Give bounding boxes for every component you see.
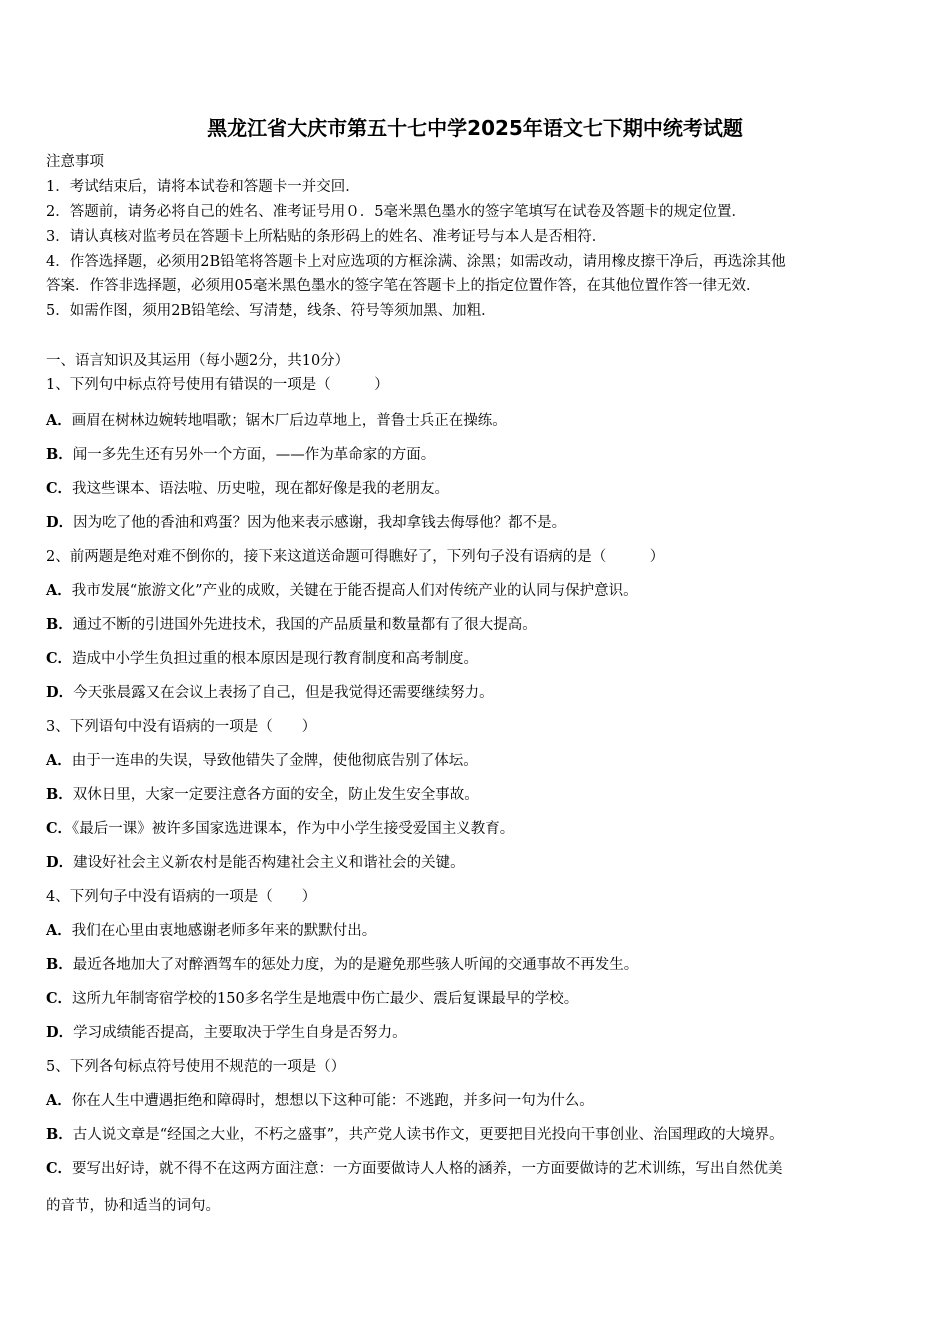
question-1-stem: 1、下列句中标点符号使用有错误的一项是（ ） — [46, 377, 389, 393]
option-label: A． — [46, 922, 72, 939]
section-heading: 一、语言知识及其运用（每小题2分，共10分） — [46, 353, 350, 369]
option-label: B． — [46, 616, 73, 633]
option-label: A． — [46, 582, 72, 599]
option-text: 双休日里，大家一定要注意各方面的安全，防止发生安全事故。 — [72, 787, 479, 803]
question-1-option-d — [46, 513, 566, 533]
notice-item-4: 4．作答选择题，必须用2B铅笔将答题卡上对应选项的方框涂满、涂黑；如需改动，请用橡皮擦干净后，再选涂其他 — [46, 254, 786, 270]
question-1-option-c — [46, 479, 449, 499]
option-text: 这所九年制寄宿学校的150多名学生是地震中伤亡最少、震后复课最早的学校。 — [72, 991, 579, 1007]
question-5-stem: 5、下列各句标点符号使用不规范的一项是（） — [46, 1059, 346, 1075]
option-text: 今天张晨露又在会议上表扬了自己，但是我觉得还需要继续努力。 — [73, 685, 494, 701]
question-4-option-b — [46, 955, 638, 975]
option-text: 通过不断的引进国外先进技术，我国的产品质量和数量都有了很大提高。 — [72, 617, 537, 633]
option-label: A． — [46, 752, 72, 769]
option-label: A． — [46, 412, 72, 429]
option-label: C． — [46, 1160, 73, 1177]
question-5-option-c — [46, 1159, 783, 1179]
option-label: D． — [46, 514, 74, 531]
notice-item-5: 5．如需作图，须用2B铅笔绘、写清楚，线条、符号等须加黑、加粗． — [46, 303, 496, 319]
question-3-option-a — [46, 751, 478, 771]
option-text: 由于一连串的失误，导致他错失了金牌，使他彻底告别了体坛。 — [71, 753, 478, 769]
question-2-stem: 2、前两题是绝对难不倒你的，接下来这道送命题可得瞧好了，下列句子没有语病的是（ ） — [46, 549, 665, 565]
option-label: B． — [46, 446, 73, 463]
question-5-option-a — [46, 1091, 594, 1111]
option-label: B． — [46, 956, 73, 973]
option-label: D． — [46, 684, 74, 701]
option-text: 造成中小学生负担过重的根本原因是现行教育制度和高考制度。 — [72, 651, 479, 667]
question-3-option-c — [46, 819, 514, 839]
question-5-option-c-continued: 的音节，协和适当的词句。 — [46, 1198, 220, 1214]
option-label: C． — [46, 820, 73, 837]
option-label: D． — [46, 1024, 74, 1041]
question-3-stem: 3、下列语句中没有语病的一项是（ ） — [46, 719, 317, 735]
question-3-option-b — [46, 785, 479, 805]
option-label: C． — [46, 990, 73, 1007]
option-text: 我这些课本、语法啦、历史啦，现在都好像是我的老朋友。 — [72, 481, 450, 497]
question-3-option-d — [46, 853, 465, 873]
option-text: 学习成绩能否提高，主要取决于学生自身是否努力。 — [73, 1025, 407, 1041]
option-text: 我市发展“旅游文化”产业的成败，关键在于能否提高人们对传统产业的认同与保护意识。 — [71, 583, 638, 599]
option-label: C． — [46, 480, 73, 497]
question-2-option-a — [46, 581, 638, 601]
exam-title: 黑龙江省大庆市第五十七中学2025年语文七下期中统考试题 — [207, 116, 743, 140]
question-5-option-b — [46, 1125, 784, 1145]
option-label: A． — [46, 1092, 72, 1109]
notice-item-1: 1．考试结束后，请将本试卷和答题卡一并交回． — [46, 179, 360, 195]
option-text: 闻一多先生还有另外一个方面，——作为革命家的方面。 — [72, 447, 436, 463]
notice-heading: 注意事项 — [46, 154, 104, 170]
option-text: 画眉在树林边婉转地唱歌；锯木厂后边草地上，普鲁士兵正在操练。 — [71, 413, 507, 429]
question-4-option-a — [46, 921, 376, 941]
question-4-stem: 4、下列句子中没有语病的一项是（ ） — [46, 889, 317, 905]
option-text: 《最后一课》被许多国家选进课本，作为中小学生接受爱国主义教育。 — [72, 821, 515, 837]
question-2-option-d — [46, 683, 494, 703]
question-4-option-d — [46, 1023, 407, 1043]
question-2-option-c — [46, 649, 478, 669]
option-text: 建设好社会主义新农村是能否构建社会主义和谐社会的关键。 — [73, 855, 465, 871]
option-label: D． — [46, 854, 74, 871]
notice-item-2: 2．答题前，请务必将自己的姓名、准考证号用０．5毫米黑色墨水的签字笔填写在试卷及答题卡的规定位置． — [46, 204, 746, 220]
option-text: 最近各地加大了对醉酒驾车的惩处力度，为的是避免那些骇人听闻的交通事故不再发生。 — [72, 957, 639, 973]
option-text: 因为吃了他的香油和鸡蛋？因为他来表示感谢，我却拿钱去侮辱他？都不是。 — [73, 515, 567, 531]
option-label: B． — [46, 786, 73, 803]
question-1-option-a — [46, 411, 507, 431]
option-text: 你在人生中遭遇拒绝和障碍时，想想以下这种可能：不逃跑，并多问一句为什么。 — [71, 1093, 594, 1109]
question-4-option-c — [46, 989, 578, 1009]
option-label: C． — [46, 650, 73, 667]
notice-item-3: 3．请认真核对监考员在答题卡上所粘贴的条形码上的姓名、准考证号与本人是否相符． — [46, 229, 607, 245]
option-text: 要写出好诗，就不得不在这两方面注意：一方面要做诗人人格的涵养，一方面要做诗的艺术训练，写出自然优美 — [72, 1161, 783, 1177]
option-text: 我们在心里由衷地感谢老师多年来的默默付出。 — [71, 923, 377, 939]
option-text: 古人说文章是“经国之大业，不朽之盛事”，共产党人读书作文，更要把目光投向干事创业、治国理政的大境界。 — [72, 1127, 784, 1143]
notice-item-4-continued: 答案．作答非选择题，必须用05毫米黑色墨水的签字笔在答题卡上的指定位置作答，在其他位置作答一律无效． — [46, 278, 761, 294]
question-1-option-b — [46, 445, 435, 465]
question-2-option-b — [46, 615, 537, 635]
option-label: B． — [46, 1126, 73, 1143]
